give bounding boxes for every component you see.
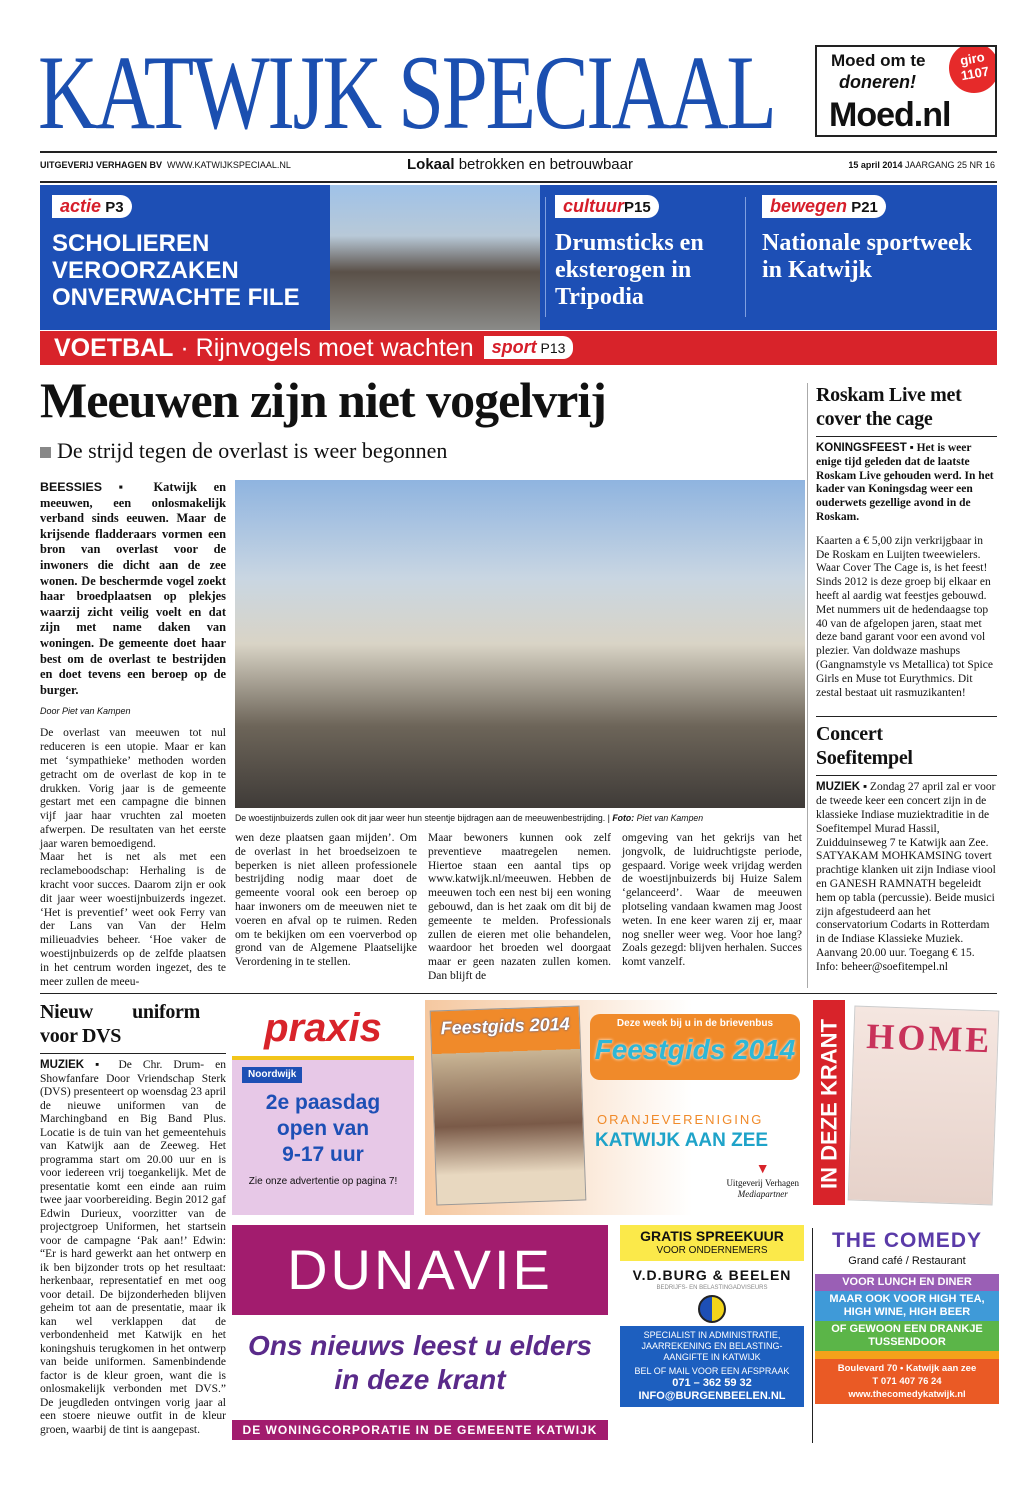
ad-block: VOOR LUNCH EN DINER [815, 1274, 999, 1291]
date: 15 april 2014 [848, 160, 903, 170]
ad-footer: DE WONINGCORPORATIE IN DE GEMEENTE KATWIJK [232, 1420, 608, 1440]
ad-email[interactable]: INFO@BURGENBEELEN.NL [638, 1390, 786, 1402]
praxis-ad[interactable] [232, 1000, 414, 1215]
roskam-body: KONINGSFEEST ▪ Het is weer enige tijd geleden dat de laatste Roskam Live gehouden werd. In het kader van Koningsdag weer een ouderwets gezellige avond in de Roskam. Kaarten a € 5,00 zijn verkrijgbaar in De Roskam en Luijten tweewielers. Waar Cover The Cage is, is het feest! Sinds 2012 is deze groep bij elkaar en heeft al aardig wat feestjes gebouwd. Met nummers uit de hedendaagse top 40 van de afgelopen jaren, staat met deze band garant voor een avond vol plezier. Van doldwaze mashups (Gangnamstyle vs Metallica) tot Spice Girls en Muse tot Eurythmics. Dit zestal bestaat uit rasmuzikanten! [816, 442, 994, 699]
section-tag: actie P3 [52, 195, 132, 218]
dunavie-ad[interactable] [232, 1225, 608, 1440]
moed-ad[interactable] [815, 45, 997, 137]
moed-line1: Moed om te [831, 51, 926, 70]
sidebar [807, 383, 997, 988]
company-name: V.D.BURG & BEELEN [632, 1267, 792, 1283]
publisher-role: Mediapartner [737, 1189, 788, 1199]
section-label: IN DEZE KRANT [816, 1019, 842, 1189]
slogan-bold: Lokaal [407, 156, 455, 173]
sport-teaser-bar[interactable] [40, 331, 997, 365]
concert-body: MUZIEK ▪ Zondag 27 april zal er voor de tweede keer een concert zijn in de klassieke Indiase muziektraditie in de Soefitempel Murad Hassil, Zuidduinseweg 7 te Katwijk aan Zee. SATYAKAM MOHKAMSING tovert prachtige klanken uit zijn Indiase viool en GANESH RAMNATH begeleidt hem op tabla (percussie). Beide musici zijn afgestudeerd aan het conservatorium Codarts in Rotterdam in de Indiase Klassieke Muziek. Aanvang 20.00 uur. Toegang € 15. Info: beheer@soefitempel.nl [816, 781, 996, 973]
company-sub: BEDRIJFS- EN BELASTINGADVISEURS [656, 1285, 768, 1291]
ad-footer: Zie onze advertentie op pagina 7! [248, 1176, 398, 1187]
teaser-title: Drumsticks en eksterogen in Tripodia [555, 230, 704, 310]
divider [545, 197, 546, 317]
teaser-title: Nationale sportweek in Katwijk [762, 230, 972, 283]
divider [816, 436, 997, 437]
ad-phone[interactable]: 071 – 362 59 32 [672, 1377, 752, 1389]
bullet-icon [40, 447, 51, 458]
divider [745, 197, 746, 317]
main-photo-falconer [235, 480, 805, 808]
ad-title: GRATIS SPREEKUUR [640, 1228, 784, 1244]
ad-line: open van [276, 1117, 370, 1140]
dunavie-logo: DUNAVIE [232, 1225, 608, 1315]
byline: Door Piet van Kampen [40, 706, 131, 717]
divider [812, 1228, 813, 1443]
teaser-bewegen[interactable] [762, 195, 992, 284]
body-text: De overlast van meeuwen tot nul reduceren is een utopie. Maar er kan met ‘sympathieke’ methoden worden getracht om de overlast de kop in te drukken. Vorig jaar is de gemeente gestart met een campagne die binnen vijf jaar haar vruchten zal moeten afwerpen. De resultaten van het eerste jaar waren bemoedigend. [40, 727, 226, 850]
in-deze-krant[interactable] [813, 1000, 999, 1215]
location-badge: Noordwijk [242, 1067, 302, 1083]
teaser-actie[interactable] [52, 195, 332, 311]
divider [40, 151, 997, 153]
teaser-title: SCHOLIEREN VEROORZAKEN ONVERWACHTE FILE [52, 230, 300, 311]
teaser-cultuur[interactable] [555, 195, 740, 311]
publisher: UITGEVERIJ VERHAGEN BV [40, 160, 163, 170]
divider [40, 1053, 226, 1054]
comedy-ad[interactable] [815, 1228, 999, 1443]
moed-logo: Moed.nl [829, 96, 951, 134]
moed-line2: doneren! [839, 72, 917, 92]
section-tag: sport P13 [484, 336, 574, 359]
magazine-title: HOME [865, 1015, 994, 1061]
burg-beelen-ad[interactable] [620, 1225, 804, 1440]
divider [40, 181, 997, 183]
section-tag: bewegen P21 [762, 195, 886, 218]
kicker: VOETBAL [54, 334, 174, 362]
divider [816, 775, 997, 776]
masthead-title: KATWIJK SPECIAAL [38, 34, 775, 151]
ad-web[interactable]: www.thecomedykatwijk.nl [848, 1389, 966, 1400]
ad-subtitle: VOOR ONDERNEMERS [656, 1245, 768, 1256]
feestgids-ad[interactable] [425, 1000, 807, 1215]
ad-block: MAAR OOK VOOR HIGH TEA, HIGH WINE, HIGH BEER [815, 1291, 999, 1321]
verhagen-logo-icon: ▼ [755, 1162, 770, 1177]
dvs-headline: Nieuw uniform voor DVS [40, 1001, 200, 1047]
feestgids-cover: Feestgids 2014 [430, 1005, 587, 1205]
edition-info [848, 160, 995, 170]
org-line1: ORANJEVERENIGING [597, 1112, 764, 1127]
slogan [407, 156, 633, 173]
main-headline: Meeuwen zijn niet vogelvrij [40, 372, 606, 428]
ad-phone[interactable]: T 071 407 76 24 [872, 1376, 942, 1387]
comedy-logo: THE COMEDY [831, 1229, 982, 1252]
teaser-text: · Rijnvogels moet wachten [180, 334, 474, 362]
section-tag: cultuurP15 [555, 195, 659, 218]
ad-banner: Deze week bij u in de brievenbus [616, 1018, 774, 1029]
ad-block: OF GEWOON EEN DRANKJE TUSSENDOOR [815, 1321, 999, 1351]
main-col-1: BEESSIES ▪ Katwijk en meeuwen, een onlosmakelijk verband sinds eeuwen. Maar de krijsende fladderaars vormen een bron van overlast voor de inwoners die dicht aan de zee wonen. De beschermde vogel zoekt haar broedplaatsen op plekjes waarzij zicht veilig voelt en dat zijn met name daken van woningen. De gemeente doet haar best om de overlast te bestrijden en doet tevens een beroep op de burger. Door Piet van Kampen De overlast van meeuwen tot nul reduceren is een utopie. Maar er kan met ‘sympathieke’ methoden worden getracht om de overlast de kop in te drukken. Vorig jaar is de gemeente gestart met een campagne die binnen vijf jaar haar vruchten zal moeten afwerpen. De resultaten van het eerste jaar waren bemoedigend. Maar het is net als met een reclameboodschap: Herhaling is de kracht voor succes. Daarom zijn er ook dit jaar weer woestijnbuizerds ingezet. ‘Het is preventief’ weet ook Ferry van der Lans van Van der Helm milieuadvies beheer. ‘Hoe vaker de woestijnbuizerds op de zelfde plaatsen in het centrum worden ingezet, des te meer zullen de meeu- [40, 480, 226, 988]
comedy-sub: Grand café / Restaurant [848, 1255, 966, 1267]
ad-address: Boulevard 70 • Katwijk aan zee [837, 1363, 977, 1374]
photo-caption: De woestijnbuizerds zullen ook dit jaar weer hun steentje bijdragen aan de meeuwenbestrijding. | Foto: Piet van Kampen [235, 813, 704, 823]
body-text: Maar het is net als met een reclameboodschap: Herhaling is de kracht voor succes. Daarom zijn er ook dit jaar weer woestijnbuizerds ingezet. ‘Het is preventief’ weet ook Ferry van der Lans van Van der Helm milieuadvies beheer. ‘Hoe vaker de woestijnbuizerds op de zelfde plaatsen in het centrum worden ingezet, des te meer zullen de meeu- [40, 851, 226, 988]
publisher-info [40, 160, 291, 170]
edition: JAARGANG 25 NR 16 [904, 160, 995, 170]
bb-logo-icon [698, 1295, 726, 1323]
ad-text: BEL OF MAIL VOOR EEN AFSPRAAK [634, 1366, 790, 1376]
main-col-4: omgeving van het gekrijs van het jongvolk, de luidruchtigste periode, gespaard. Vorige week vrijdag werden de woestijnbuizerds bij Huize Salem ‘gelanceerd’. Waar de meeuwen plotseling vandaan kwamen mag Joost weten. In ene keer waren zij er, maar nog sneller weer weg. Voor hoe lang? Zoals gezegd: blijven herhalen. Succes komt vanzelf. [622, 832, 802, 969]
divider [816, 716, 997, 717]
org-line2: KATWIJK AAN ZEE [595, 1130, 769, 1151]
main-col-3: Maar bewoners kunnen ook zelf preventieve maatregelen nemen. Hiertoe staan een aantal tips op www.katwijk.nl/meeuwen. Hebben de meeuwen toch een nest bij een woning gebouwd, dan is het zaak om dit bij de gemeente te melden. Professionals zullen de eieren met olie behandelen, waardoor het broeden wel doorgaat maar er geen nazaten zullen komen. Dan blijft de [428, 832, 611, 982]
main-col-2: wen deze plaatsen gaan mijden’. Om de overlast in het broedseizoen te beperken is niet alleen professionele bestrijding nodig maar doet de gemeente vooral ook een beroep op haar inwoners om de meeuwen niet te voeren en afval op te ruimen. Reden om te bekijken om een voerverbod op grond van de Algemene Plaatselijke Verordening in te stellen. [235, 832, 417, 969]
teaser-photo [330, 185, 540, 330]
concert-headline: Concert Soefitempel [816, 723, 913, 770]
ad-line: 2e paasdag [265, 1091, 381, 1114]
giro-badge: giro 1107 [945, 45, 997, 97]
lead-text: Katwijk en meeuwen, een onlosmakelijk verband sinds eeuwen. Maar de krijsende fladderaars vormen een bron van overlast voor de inwoners die dicht aan de zee wonen. De beschermde vogel zoekt haar broedplaatsen op plekjes waarzij zicht veilig voelt en dat zijn met name daken van woningen. De gemeente doet haar best om de overlast te bestrijden en doet tevens een beroep op de burger. [40, 480, 226, 697]
divider [40, 993, 997, 994]
website-link[interactable]: WWW.KATWIJKSPECIAAL.NL [167, 160, 291, 170]
dateline: BEESSIES [40, 480, 102, 494]
main-subhead: De strijd tegen de overlast is weer begonnen [40, 438, 447, 464]
ad-line: 9-17 uur [282, 1143, 364, 1166]
roskam-headline: Roskam Live met cover the cage [816, 384, 962, 430]
dvs-article: Nieuw uniform voor DVS MUZIEK ▪ De Chr. Drum- en Showfanfare Door Vriendschap Sterk (DVS) presenteert op woensdag 23 april de nieuwe uniformen van de Marchingband en Big Band Plus. Locatie is de tuin van het gemeentehuis van Katwijk aan de Zeeweg. Het programma start om 20.00 uur en is voor iedereen vrij toegankelijk. Met de presentatie komt een einde aan ruim twee jaar voorbereiding. Begin 2012 gaf Edwin Durieux, voorzitter van de projectgroep Uniformen, het startsein voor de campagne ‘Pak aan!’ Edwin: “Er is hard gewerkt aan het ontwerp en ik ben bijzonder trots op het resultaat: herkenbaar, representatief en met oog voor detail. De bijzonderheden blijven geheim tot aan de presentatie, maar ik kan wel verklappen dat de verbondenheid met Katwijk en het koningshuis terugkomen in het ontwerp van beide uniformen. Samenbindende factor is de kleur groen, want die is onlosmakelijk verbonden met DVS.” De jeugdleden ontvingen vorig jaar al een stoere nieuwe outfit in de kleur groen, waarbij de tint is aangepast. [40, 1001, 226, 1436]
publisher: Uitgeverij Verhagen [726, 1178, 799, 1188]
ad-text: SPECIALIST IN ADMINISTRATIE, JAARREKENING EN BELASTING-AANGIFTE IN KATWIJK [641, 1330, 783, 1362]
praxis-logo: praxis [232, 1000, 414, 1060]
slogan-rest: betrokken en betrouwbaar [458, 156, 633, 173]
ad-title: Feestgids 2014 [594, 1034, 796, 1065]
ad-slogan: Ons nieuws leest u elders in deze krant [248, 1330, 592, 1395]
